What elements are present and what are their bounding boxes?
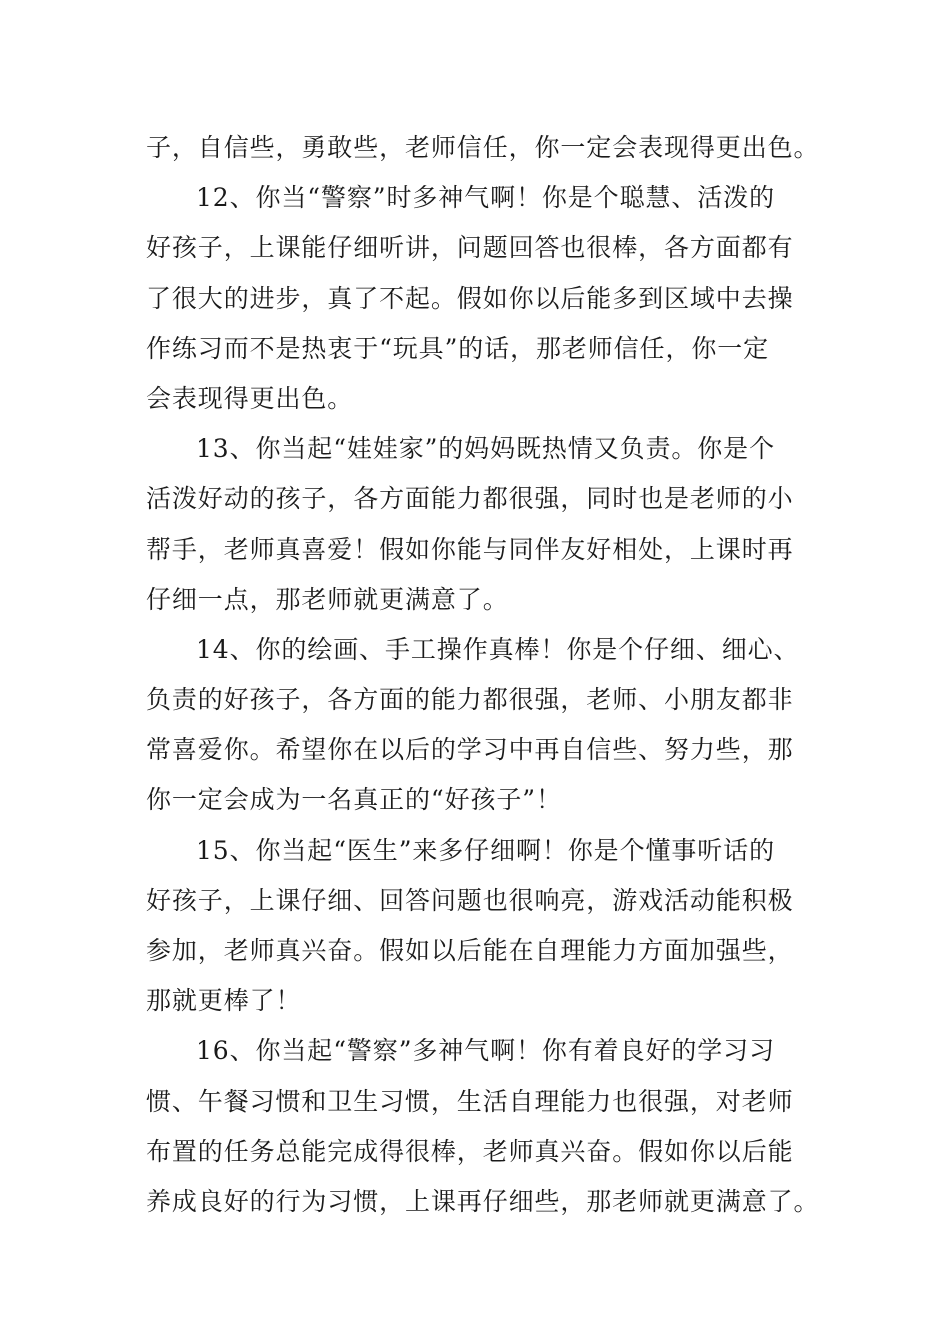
text-line: 布置的任务总能完成得很棒，老师真兴奋。假如你以后能 [146, 1136, 794, 1166]
text-line: 养成良好的行为习惯，上课再仔细些，那老师就更满意了。 [146, 1186, 820, 1216]
text-line: 帮手，老师真喜爱！假如你能与同伴友好相处，上课时再 [146, 534, 794, 564]
document-body [146, 123, 820, 1227]
text-line: 好孩子，上课能仔细听讲，问题回答也很棒，各方面都有 [146, 233, 794, 263]
text-line: 你一定会成为一名真正的“好孩子”！ [146, 785, 562, 815]
text-line: 负责的好孩子，各方面的能力都很强，老师、小朋友都非 [146, 685, 794, 715]
paragraph-13-start: 13、你当起“娃娃家”的妈妈既热情又负责。你是个 [196, 434, 775, 464]
text-line: 参加，老师真兴奋。假如以后能在自理能力方面加强些， [146, 936, 794, 965]
paragraph-16-start: 16、你当起“警察”多神气啊！你有着良好的学习习 [196, 1036, 775, 1066]
text-line: 仔细一点，那老师就更满意了。 [146, 584, 509, 614]
text-line: 会表现得更出色。 [146, 383, 354, 413]
text-line: 那就更棒了！ [146, 986, 302, 1016]
text-line: 作练习而不是热衷于“玩具”的话，那老师信任，你一定 [146, 333, 770, 363]
text-line: 子，自信些，勇敢些，老师信任，你一定会表现得更出色。 [146, 133, 820, 162]
text-line: 了很大的进步，真了不起。假如你以后能多到区域中去操 [146, 283, 794, 313]
text-line: 常喜爱你。希望你在以后的学习中再自信些、努力些，那 [146, 735, 794, 765]
paragraph-12-start: 12、你当“警察”时多神气啊！你是个聪慧、活泼的 [196, 183, 775, 213]
text-line: 惯、午餐习惯和卫生习惯，生活自理能力也很强，对老师 [146, 1086, 794, 1116]
paragraph-14-start: 14、你的绘画、手工操作真棒！你是个仔细、细心、 [196, 634, 800, 664]
paragraph-15-start: 15、你当起“医生”来多仔细啊！你是个懂事听话的 [196, 835, 775, 865]
text-line: 活泼好动的孩子，各方面能力都很强，同时也是老师的小 [146, 484, 794, 514]
text-line: 好孩子，上课仔细、回答问题也很响亮，游戏活动能积极 [146, 885, 794, 915]
